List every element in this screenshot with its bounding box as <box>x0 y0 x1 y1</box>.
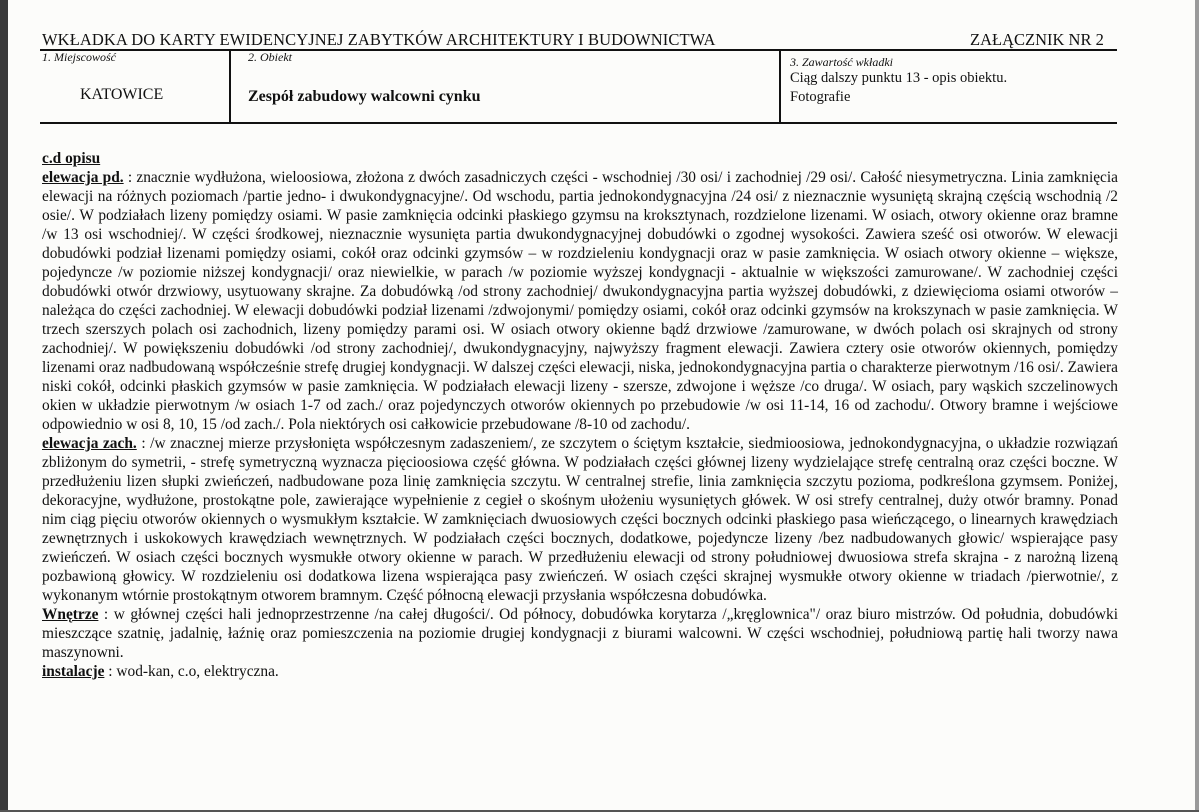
section-text: : w głównej części hali jednoprzestrzenne /na całej długości/. Od północy, dobudówka korytarza /„kręglownica"/ oraz biuro mistrzów. Od południa, dobudówki mieszczące szatnię, jadalnię, łaźnię oraz pomieszczenia na poziomie drugiej kondygnacji z biurami walcowni. W części wschodniej, południową partię hali tworzy nawa maszynowni. <box>42 606 1118 661</box>
description-heading: c.d opisu <box>42 150 101 167</box>
form-bottom-rule <box>40 122 1117 124</box>
form-column-divider-2 <box>779 49 781 122</box>
description-body <box>42 149 1118 681</box>
contents-label: 3. Zawartość wkładki <box>790 55 894 69</box>
object-value: Zespół zabudowy walcowni cynku <box>248 88 481 105</box>
scan-right-edge <box>1195 0 1199 812</box>
contents-line-1: Ciąg dalszy punktu 13 - opis obiektu. <box>790 70 1008 86</box>
section-text: : wod-kan, c.o, elektryczna. <box>104 663 279 680</box>
object-label: 2. Obiekt <box>248 50 292 64</box>
section-installations <box>42 662 1118 681</box>
annex-number: ZAŁĄCZNIK NR 2 <box>970 30 1104 49</box>
place-label: 1. Miejscowość <box>42 50 116 64</box>
document-title: WKŁADKA DO KARTY EWIDENCYJNEJ ZABYTKÓW ARCHITEKTURY I BUDOWNICTWA <box>42 30 716 49</box>
place-value: KATOWICE <box>80 86 164 103</box>
section-label: elewacja zach. <box>42 435 137 452</box>
section-label: elewacja pd. <box>42 169 124 186</box>
form-column-divider-1 <box>229 49 231 122</box>
contents-value <box>790 69 1007 107</box>
section-text: : /w znacznej mierze przysłonięta współczesnym zadaszeniem/, ze szczytem o ściętym kształcie, siedmioosiowa, jednokondygnacyjna, o układzie rozwiązań zbliżonym do symetrii, - strefę symetryczną wyznacza pięcioosiowa część główna. W podziałach części głównej lizeny wydzielające strefę centralną oraz części boczne. W przedłużeniu lizen słupki zwieńczeń, nadbudowane poza linię zamknięcia szczytu. W centralnej strefie, linia zamknięcia szczytu pozioma, podkreślona gzymsem. Poniżej, dekoracyjne, wydłużone, prostokątne pole, zawierające wypełnienie z cegieł o skośnym ułożeniu wysuniętych główek. W osi strefy centralnej, duży otwór bramny. Ponad nim ciąg pięciu otworów okiennych o wysmukłym kształcie. W zamknięciach dwuosiowych części bocznych odcinki płaskiego pasa wieńczącego, o linearnych krawędziach zewnętrznych i uskokowych krawędziach wewnętrznych. W podziałach części bocznych, dodatkowe, pojedyncze lizeny /bez nadbudowanych głowic/ wspierające pasy zwieńczeń. W osiach części bocznych wysmukłe otwory okienne w parach. W przedłużeniu elewacji od strony południowej dwuosiowa strefa skrajna - z narożną lizeną pozbawioną głowicy. W rozdzieleniu osi dodatkowa lizena wspierająca pasy zwieńczeń. W osiach części skrajnej wysmukłe otwory okienne w triadach /pierwotnie/, z wykonanym wtórnie prostokątnym otworem bramnym. Część północną elewacji przysłania współczesna dobudówka. <box>42 435 1118 604</box>
section-text: : znacznie wydłużona, wieloosiowa, złożona z dwóch zasadniczych części - wschodniej /30 osi/ i zachodniej /29 osi/. Całość niesymetryczna. Linia zamknięcia elewacji na różnych poziomach /partie jedno- i dwukondygnacyjne/. Od wschodu, partia jednokondygnacyjna /24 osi/ z nieznacznie wysuniętą skrajną częścią wschodnią /2 osie/. W podziałach lizeny pomiędzy osiami. W pasie zamknięcia odcinki płaskiego gzymsu na kroksztynach, rozdzielone lizenami. W osiach, otwory okienne oraz bramne /w 13 osi wschodniej/. W części środkowej, nieznacznie wysunięta partia dwukondygnacyjnej dobudówki o zgodnej wysokości. Zawiera sześć osi otworów. W elewacji dobudówki podział lizenami pomiędzy osiami, cokół oraz odcinki gzymsów – w rozdzieleniu kondygnacji oraz w pasie zamknięcia. W osiach otwory okienne – większe, pojedyncze /w poziomie niższej kondygnacji/ oraz niewielkie, w parach /w poziomie wyższej kondygnacji - aktualnie w większości zamurowane/. W zachodniej części dobudówki otwór drzwiowy, usytuowany skrajne. Za dobudówką /od strony zachodniej/ dwukondygnacyjna partia wyższej dobudówki, z dziewięcioma osiami otworów – należąca do części zachodniej. W elewacji dobudówki podział lizenami /zdwojonymi/ pomiędzy osiami, cokół oraz odcinki gzymsów na krokszynach w pasie zamknięcia. W trzech szerszych polach osi zachodnich, lizeny pomiędzy parami osi. W osiach otwory okienne bądź drzwiowe /zamurowane, w dwóch polach osi skrajnych od strony zachodniej/. W powiększeniu dobudówki /od strony zachodniej/, dwukondygnacyjny, najwyższy fragment elewacji. Zawiera cztery osie otworów okiennych, pomiędzy lizenami oraz nadbudowaną współcześnie strefę drugiej kondygnacji. W dalszej części elewacji, niska, jednokondygnacyjna partia o charakterze pierwotnym /16 osi/. Zawiera niski cokół, odcinki płaskich gzymsów w pasie zamknięcia. W podziałach elewacji lizeny - szersze, zdwojone i węższe /co druga/. W osiach, pary wąskich szczelinowych okien w układzie pierwotnym /w osiach 1-7 od zach./ oraz pojedynczych otworów okiennych po przebudowie /w osi 11-14, 16 od zachodu/. Otwory bramne i wejściowe odpowiednio w osi 8, 10, 15 /od zach./. Pola niektórych osi całkowicie przebudowane /8-10 od zachodu/. <box>42 169 1118 433</box>
section-south-elevation <box>42 168 1118 434</box>
scan-left-edge <box>0 0 8 812</box>
contents-line-2: Fotografie <box>790 89 851 105</box>
form-top-rule <box>40 49 1117 51</box>
section-label: Wnętrze <box>42 606 99 623</box>
section-interior <box>42 605 1118 662</box>
section-label: instalacje <box>42 663 105 680</box>
section-west-elevation <box>42 434 1118 605</box>
